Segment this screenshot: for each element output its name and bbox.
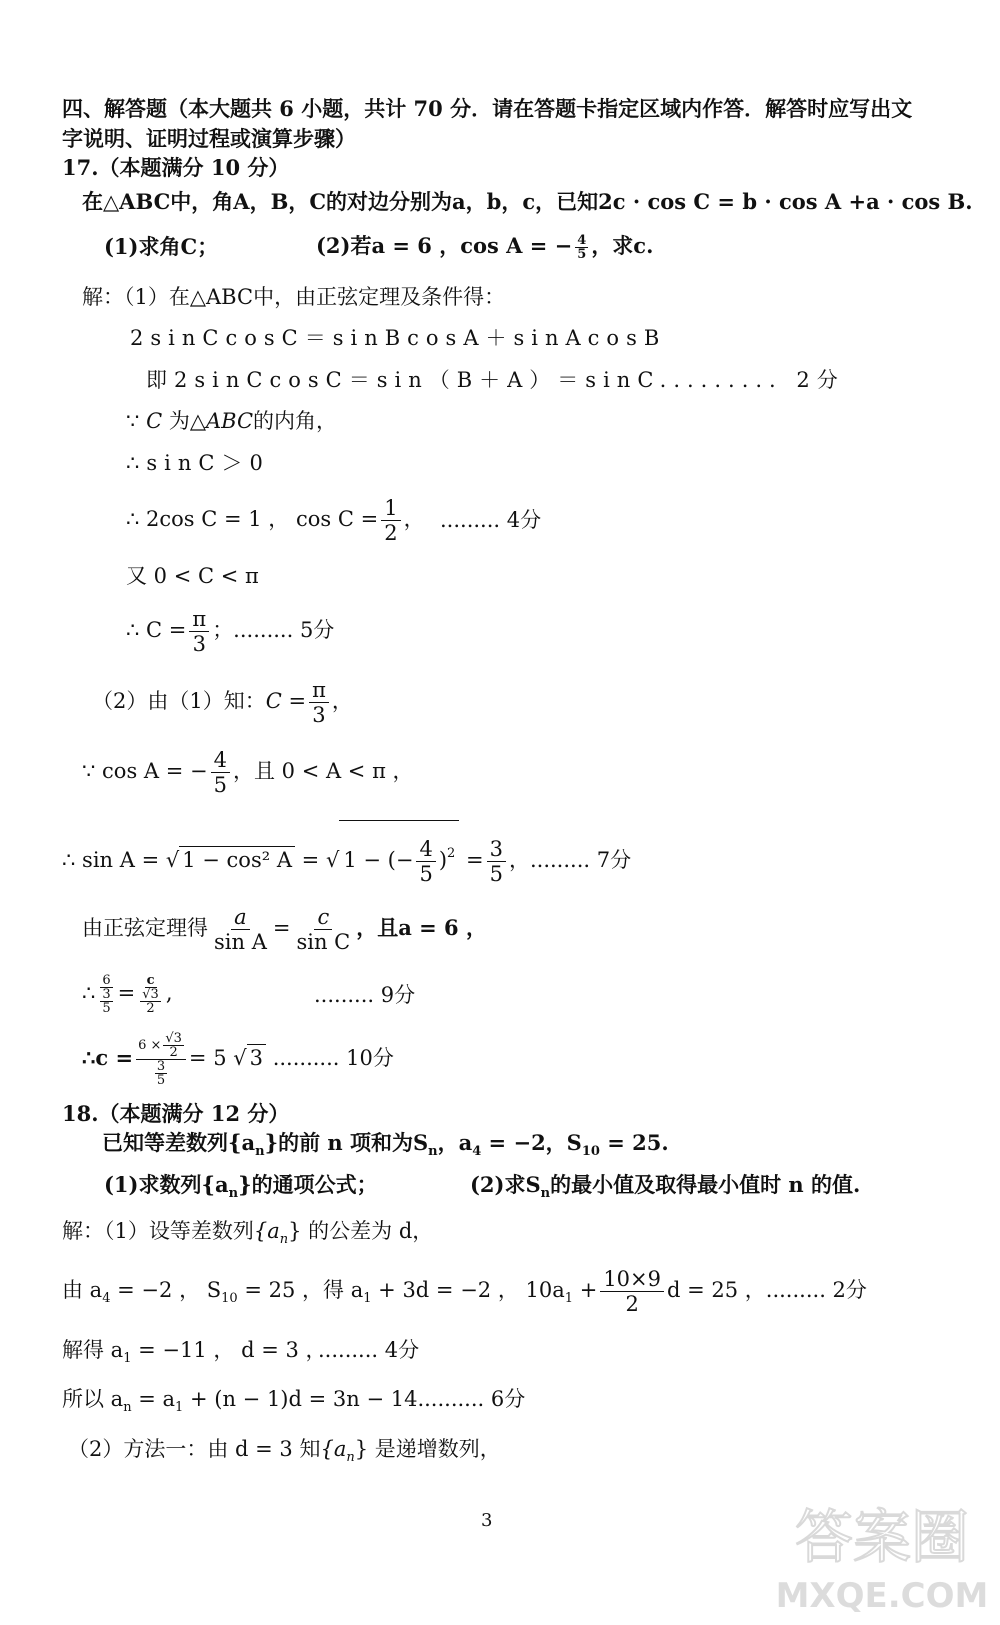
solution-17-head: 解：（1）在△ABC中，由正弦定理及条件得：: [82, 285, 506, 309]
solution-18-head: 解：（1）设等差数列$\{a_n\}$ 的公差为 d，: [62, 1219, 434, 1247]
watermark-text-1: 答案圈: [794, 1503, 970, 1571]
score-4: ......... 4分: [440, 508, 542, 532]
problem-18-title: 18.（本题满分 12 分）: [62, 1101, 290, 1126]
page-number: 3: [481, 1510, 493, 1531]
because-c-inner-angle: ∵ C 为△ABC的内角，: [126, 409, 338, 433]
watermark-text-2: MXQE.COM: [775, 1576, 989, 1616]
sin-a-calc: ∴ sin A = √ 1 − cos² A = √ 1 − (− $\frac{4}{5}$ )$^2$ = $\frac{3}{5}$ ，......... 7分: [62, 820, 631, 889]
problem-17-q2: (2)若a = 6 ，cos A = − $\frac{4}{5}$ ，求c.: [316, 233, 654, 262]
c-range: 又 0 < C < π: [126, 564, 259, 588]
section-header-cont: 字说明、证明过程或演算步骤）: [62, 126, 356, 151]
cos-a-given: ∵ cos A = − $\frac{4}{5}$ ，且 0 < A < π ，: [82, 748, 414, 797]
part-2-method: （2）方法一：由 d = 3 知$\{a_n\}$ 是递增数列，: [68, 1437, 501, 1465]
general-term: 所以 $a_n = a_1 + (n - 1)d = 3n - 14$.......... 6分: [62, 1387, 526, 1415]
sin-c-positive: ∴sinC＞0: [126, 451, 270, 475]
problem-18-q1: (1)求数列$\{a_n\}$的通项公式；: [104, 1172, 378, 1201]
cos-c-result: ∴ 2cos C = 1 ， cos C = $\frac{1}{2}$ ，: [126, 496, 425, 545]
score-18-4: ......... 4分: [318, 1338, 420, 1362]
equation-2: 即2sinCcosC＝sin（B＋A）＝sinC......... 2分: [146, 368, 845, 392]
problem-17-title: 17.（本题满分 10 分）: [62, 155, 290, 180]
given-equations: 由 $a_4 = -2$ ， $S_{10} = 25$ ，得 $a_1 + 3d = -2$ ， $10a_1$ + $\frac{10\times 9}{2}$ d = 25 ，......... 2分: [62, 1267, 867, 1316]
problem-18-q2: (2)求$S_n$的最小值及取得最小值时 n 的值.: [470, 1172, 861, 1201]
section-header: 四、解答题（本大题共 6 小题，共计 70 分．请在答题卡指定区域内作答．解答时应写出文: [62, 96, 913, 121]
c-value: ∴ C = $\frac{\pi}{3}$ ；......... 5分: [126, 607, 335, 656]
solve-result: 解得 $a_1 = -11$ ， d = 3 ，: [62, 1338, 327, 1366]
problem-18-stem: 已知等差数列$\{a_n\}$的前 n 项和为$S_n$，$a_4 = -2$，$S_{10} = 25$.: [102, 1130, 669, 1159]
ratio-equation: ∴ $\frac{6}{\frac{3}{5}}$ = $\frac{c}{\frac{√3}{2}}$ ,: [82, 973, 173, 1016]
part-2-intro: （2）由（1）知：C = $\frac{\pi}{3}$ ，: [92, 678, 353, 727]
problem-17-stem: 在△ABC中，角A，B，C的对边分别为a，b，c，已知2c · cos C = b · cos A +a · cos B.: [82, 189, 973, 214]
law-of-sines: 由正弦定理得 $\frac{a}{\text{sin A}}$ = $\frac{c}{\text{sin C}}$ ，且a = 6 ，: [82, 905, 487, 954]
watermark-logo: [770, 1495, 995, 1620]
equation-1: 2sinCcosC＝sinBcosA＋sinAcosB: [130, 326, 667, 350]
problem-17-q1: (1)求角C；: [104, 234, 219, 259]
c-final: ∴c = 6 × $\frac{√3}{2}$ $\frac{3}{5}$ = 5 √ 3 .......... 10分: [82, 1031, 394, 1088]
score-9: ......... 9分: [314, 983, 416, 1007]
